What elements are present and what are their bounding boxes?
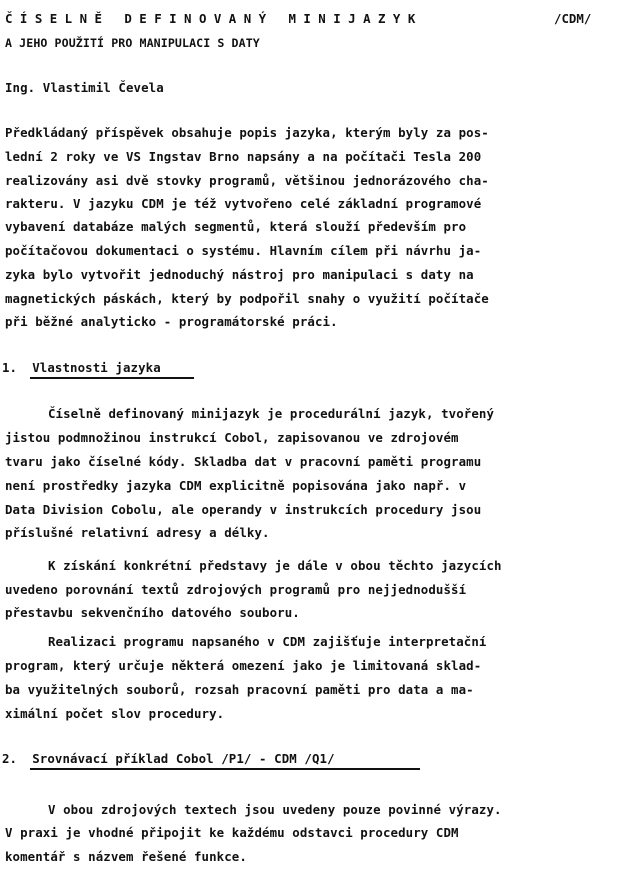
section-1-underline (30, 377, 194, 379)
intro-line: rakteru. V jazyku CDM je též vytvořeno celé základní programové (5, 196, 482, 211)
section-1-heading (2, 362, 161, 374)
section-1-para-1-line: Číselně definovaný minijazyk je procedurální jazyk, tvořený (48, 406, 495, 421)
document-title-line-1 (5, 11, 592, 26)
section-2-para-1-line: V praxi je vhodné připojit ke každému odstavci procedury CDM (5, 825, 459, 840)
section-1-para-1-line: příslušné relativní adresy a délky. (5, 525, 270, 540)
section-1-para-1-line: jistou podmnožinou instrukcí Cobol, zapisovanou ve zdrojovém (5, 430, 459, 445)
section-2-heading (2, 753, 335, 765)
intro-line: počítačovou dokumentaci o systému. Hlavním cílem při návrhu ja- (5, 243, 482, 258)
section-1-para-3-line: ximální počet slov procedury. (5, 706, 225, 721)
title-main: Č Í S E L N Ě D E F I N O V A N Ý M I N I J A Z Y K (5, 11, 416, 26)
section-1-para-2-line: K získání konkrétní představy je dále v obou těchto jazycích (48, 558, 502, 573)
section-1-para-3-line: Realizaci programu napsaného v CDM zajišťuje interpretační (48, 634, 487, 649)
intro-line: zyka bylo vytvořit jednoduchý nástroj pro manipulaci s daty na (5, 267, 474, 282)
section-1-number: 1. (2, 360, 18, 375)
intro-line: lední 2 roky ve VS Ingstav Brno napsány a na počítači Tesla 200 (5, 149, 482, 164)
section-1-para-2-line: přestavbu sekvenčního datového souboru. (5, 605, 300, 620)
section-2-title: Srovnávací příklad Cobol /P1/ - CDM /Q1/ (32, 751, 335, 766)
intro-line: vybavení databáze malých segmentů, která slouží především pro (5, 219, 467, 234)
document-title-line-2: A JEHO POUŽITÍ PRO MANIPULACI S DATY (5, 36, 260, 50)
author-name: Ing. Vlastimil Čevela (5, 80, 164, 95)
intro-line: Předkládaný příspěvek obsahuje popis jazyka, kterým byly za pos- (5, 125, 489, 140)
section-1-para-2-line: uvedeno porovnání textů zdrojových programů pro nejjednodušší (5, 582, 467, 597)
intro-line: při běžné analyticko - programátorské práci. (5, 314, 338, 329)
section-1-para-3-line: ba využitelných souborů, rozsah pracovní paměti pro data a ma- (5, 682, 474, 697)
section-1-title: Vlastnosti jazyka (32, 360, 161, 375)
section-2-para-1-line: V obou zdrojových textech jsou uvedeny pouze povinné výrazy. (48, 802, 502, 817)
section-2-para-1-line: komentář s názvem řešené funkce. (5, 849, 247, 864)
section-1-para-1-line: tvaru jako číselné kódy. Skladba dat v pracovní paměti programu (5, 454, 482, 469)
section-1-para-3-line: program, který určuje některá omezení jako je limitovaná sklad- (5, 658, 482, 673)
section-1-para-1-line: Data Division Cobolu, ale operandy v instrukcích procedury jsou (5, 502, 482, 517)
intro-line: realizovány asi dvě stovky programů, většinou jednorázového cha- (5, 173, 489, 188)
intro-line: magnetických páskách, který by podpořil snahy o využití počítače (5, 291, 489, 306)
title-tag: /CDM/ (554, 11, 592, 26)
section-2-number: 2. (2, 751, 18, 766)
section-1-para-1-line: není prostředky jazyka CDM explicitně popisována jako např. v (5, 478, 467, 493)
section-2-underline (30, 768, 420, 770)
